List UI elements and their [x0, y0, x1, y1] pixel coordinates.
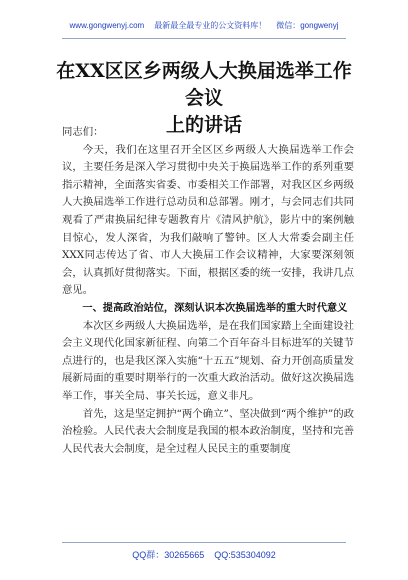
header-divider: [62, 38, 346, 39]
paragraph: 首先，这是坚定拥护“两个确立”、坚决做到“两个维护”的政治检验。人民代表大会制度是我国的根本政治制度，坚持和完善人民代表大会制度，是全过程人民民主的重要制度: [62, 407, 354, 455]
footer-qq-group: QQ群：30265665: [132, 550, 205, 560]
title-line-2: 上的讲话: [165, 114, 242, 136]
page-header: [0, 20, 408, 31]
page-footer: [0, 548, 408, 561]
salutation: 同志们：: [62, 126, 104, 138]
header-slogan: 最新最全最专业的公文资料库！: [154, 21, 267, 30]
section-heading: 一、提高政治站位，深刻认识本次换届选举的重大时代意义: [82, 302, 348, 314]
paragraph: 今天，我们在这里召开全区区乡两级人大换届选举工作会议，主要任务是深入学习贯彻中央关于换届选举工作的系列重要指示精神，全面落实省委、市委相关工作部署，对我区区乡两级人大换届选举工作进行总动员和总部署。刚才，与会同志们共同观看了严肃换届纪律专题教育片《清风护航》，影片中的案例触目惊心，发人深省，为我们敲响了警钟。区人大常委会副主任XXX同志传达了省、市人大换届工作会议精神，大家要深刻领会，认真抓好贯彻落实。下面，根据区委的统一安排，我讲几点意见。: [62, 143, 354, 297]
footer-qq: QQ:535304092: [214, 550, 276, 560]
paragraph: 本次区乡两级人大换届选举，是在我们国家踏上全面建设社会主义现代化国家新征程、向第二个百年奋斗目标进军的关键节点进行的，也是我区深入实施“十五五”规划、奋力开创高质量发展新局面的重要时期举行的一次重大政治活动。做好这次换届选举工作，事关全局、事关长远，意义非凡。: [62, 319, 354, 402]
footer-divider: [62, 542, 346, 543]
document-body: [62, 124, 354, 458]
header-site-url[interactable]: www.gongwenyj.com: [69, 21, 145, 30]
title-line-1: 在XX区区乡两级人大换届选举工作会议: [56, 60, 352, 109]
header-wechat: 微信：gongwenyj: [276, 21, 339, 30]
